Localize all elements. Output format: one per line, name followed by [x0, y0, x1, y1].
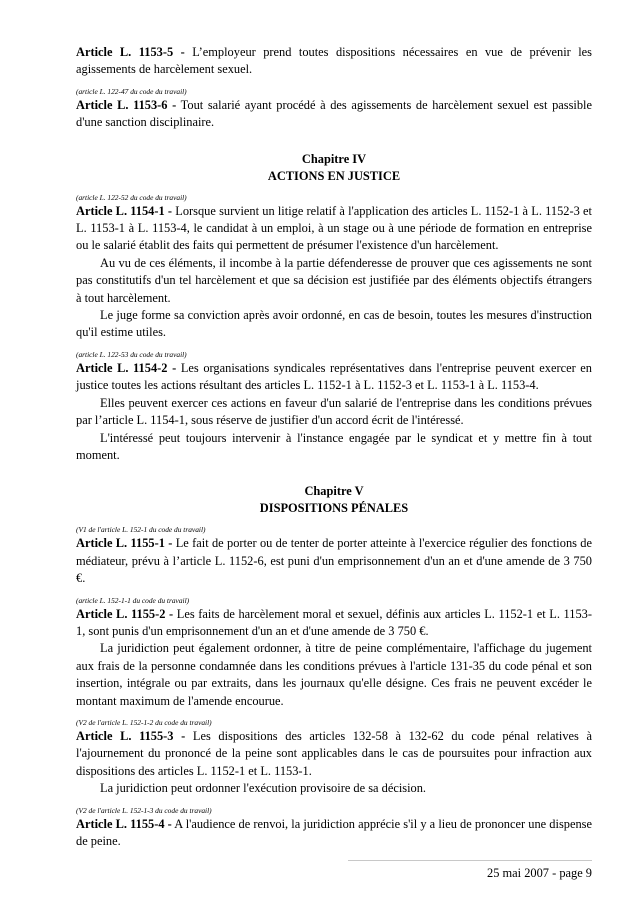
chapter-title: ACTIONS EN JUSTICE — [267, 168, 401, 183]
article-l1155-3 — [76, 728, 592, 780]
article-l1153-6 — [76, 97, 592, 132]
chapter-heading-v — [76, 483, 592, 517]
article-text: Lorsque survient un litige relatif à l'application des articles L. 1152-1 à L. 1152-3 et L. 1153-1 à L. 1153-4, le candidat à un emploi, à un stage ou à une période de formation en entreprise ou le salarié établit des faits qui permettent de présumer l'existence d'un harcèlement. — [76, 203, 592, 253]
article-ref: Article L. 1154-1 - — [76, 203, 173, 218]
source-note: (V2 de l'article L. 152-1-3 du code du travail) — [76, 805, 212, 815]
article-text: A l'audience de renvoi, la juridiction apprécie s'il y a lieu de prononcer une dispense de peine. — [76, 816, 592, 848]
source-note: (V1 de l'article L. 152-1 du code du travail) — [76, 525, 206, 535]
document-body — [76, 44, 592, 850]
article-text: Les dispositions des articles 132-58 à 132-62 du code pénal relatives à l'ajournement du prononcé de la peine sont applicables dans le cas de poursuites pour infraction aux dispositions des articles L. 1152-1 et L. 1153-1. — [76, 728, 592, 778]
article-l1153-5 — [76, 44, 592, 79]
paragraph: La juridiction peut également ordonner, à titre de peine complémentaire, l'affichage du jugement aux frais de la personne condamnée dans les conditions prévues à l'article 131-35 du code pénal et son insertion, intégrale ou par extraits, dans les journaux qu'elle désigne. Ces frais ne peuvent excéder le montant maximum de l'amende encourue. — [76, 641, 592, 708]
source-note: (article L. 122-52 du code du travail) — [76, 192, 187, 202]
article-ref: Article L. 1155-1 - — [76, 536, 173, 551]
chapter-number: Chapitre IV — [301, 151, 367, 166]
article-text: Les faits de harcèlement moral et sexuel, définis aux articles L. 1152-1 et L. 1153-1, sont punis d'un emprisonnement d'un an et d'une amende de 3 750 €. — [76, 606, 592, 638]
chapter-number: Chapitre V — [304, 484, 364, 499]
article-l1154-2 — [76, 360, 592, 395]
paragraph: Au vu de ces éléments, il incombe à la partie défenderesse de prouver que ces agissements ne sont pas constitutifs d'un tel harcèlement et que sa décision est justifiée par des éléments objectifs étrangers à tout harcèlement. — [76, 255, 592, 305]
article-text: Les organisations syndicales représentatives dans l'entreprise peuvent exercer en justice toutes les actions résultant des articles L. 1152-1 à L. 1152-3 et L. 1153-1 à L. 1153-4. — [76, 360, 592, 393]
article-ref: Article L. 1155-3 - — [76, 728, 186, 743]
paragraph: Elles peuvent exercer ces actions en faveur d'un salarié de l'entreprise dans les conditions prévues par l’article L. 1154-1, sous réserve de justifier d'un accord écrit de l'intéressé. — [76, 395, 592, 428]
article-ref: Article L. 1153-6 - — [76, 97, 177, 112]
article-ref: Article L. 1154-2 - — [76, 360, 177, 375]
article-l1154-1 — [76, 203, 592, 255]
article-ref: Article L. 1153-5 - — [76, 45, 185, 59]
source-note: (V2 de l'article L. 152-1-2 du code du travail) — [76, 717, 212, 727]
article-text: L’employeur prend toutes dispositions nécessaires en vue de prévenir les agissements de harcèlement sexuel. — [76, 45, 593, 77]
source-note: (article L. 122-47 du code du travail) — [76, 86, 187, 96]
article-l1155-2 — [76, 606, 592, 641]
article-ref: Article L. 1155-2 - — [76, 606, 174, 621]
article-l1155-1 — [76, 535, 592, 587]
paragraph: L'intéressé peut toujours intervenir à l'instance engagée par le syndicat et y mettre fin à tout moment. — [76, 430, 592, 462]
source-note: (article L. 122-53 du code du travail) — [76, 349, 187, 359]
chapter-heading-iv — [76, 151, 592, 185]
chapter-title: DISPOSITIONS PÉNALES — [259, 501, 409, 516]
article-ref: Article L. 1155-4 - — [76, 816, 172, 831]
paragraph: La juridiction peut ordonner l'exécution provisoire de sa décision. — [100, 781, 427, 796]
article-text: Le fait de porter ou de tenter de porter atteinte à l'exercice régulier des fonctions de médiateur, prévu à l’article L. 1152-6, est puni d'un emprisonnement d'un an et d'une amende de 3 750 €. — [76, 536, 592, 586]
page-footer: 25 mai 2007 - page 9 — [348, 860, 592, 882]
article-text: Tout salarié ayant procédé à des agissements de harcèlement sexuel est passible d'une sanction disciplinaire. — [76, 97, 592, 130]
article-l1155-4 — [76, 816, 592, 851]
paragraph: Le juge forme sa conviction après avoir ordonné, en cas de besoin, toutes les mesures d'instruction qu'il estime utiles. — [76, 308, 592, 340]
source-note: (article L. 152-1-1 du code du travail) — [76, 595, 190, 605]
